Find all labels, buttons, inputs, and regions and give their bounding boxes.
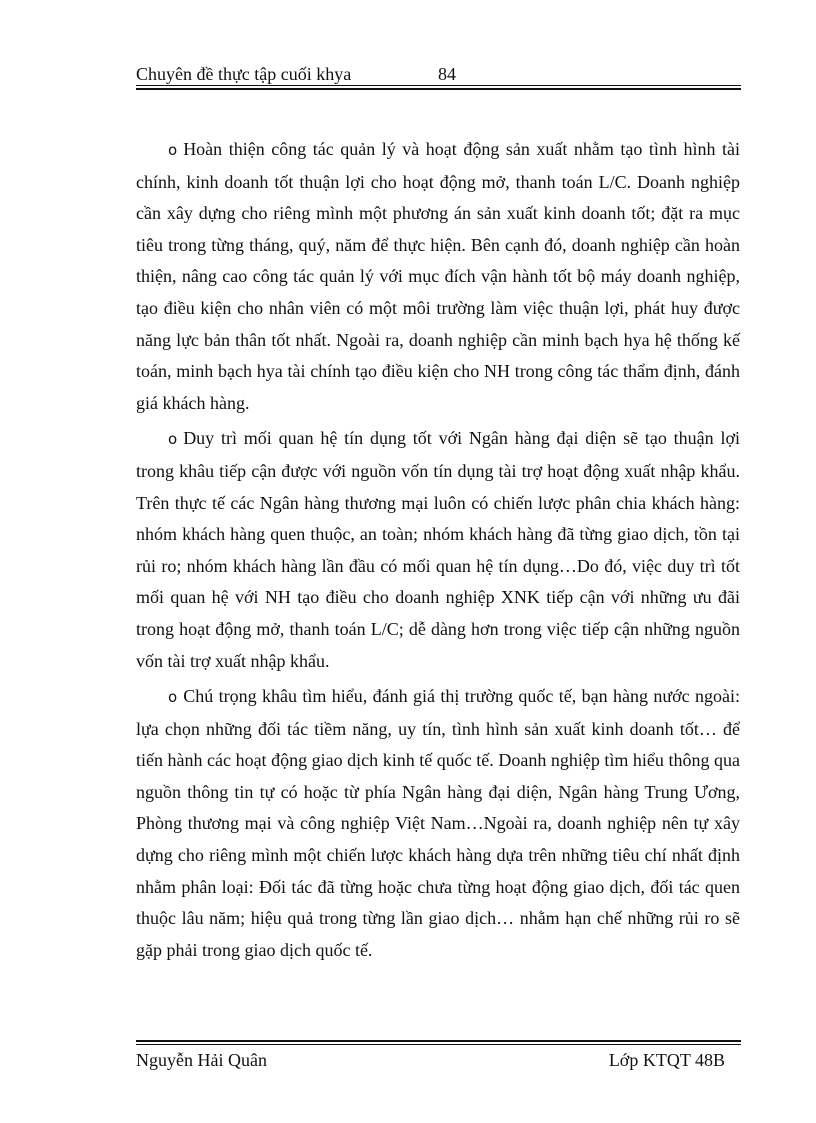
bullet-circle-icon: o (168, 141, 178, 159)
paragraph-3-text: Chú trọng khâu tìm hiểu, đánh giá thị trường quốc tế, bạn hàng nước ngoài: lựa chọn những đối tác tiềm năng, uy tín, tình hình sản xuất kinh doanh tốt… để tiến hành các hoạt động giao dịch kinh tế quốc tế. Doanh nghiệp tìm hiểu thông qua nguồn thông tin tự có hoặc từ phía Ngân hàng đại diện, Ngân hàng Trung Ương, Phòng thương mại và công nghiệp Việt Nam…Ngoài ra, doanh nghiệp nên tự xây dựng cho riêng mình một chiến lược khách hàng dựa trên những tiêu chí nhất định nhằm phân loại: Đối tác đã từng hoặc chưa từng hoạt động giao dịch, đối tác quen thuộc lâu năm; hiệu quả trong từng lần giao dịch… nhằm hạn chế những rủi ro sẽ gặp phải trong giao dịch quốc tế. (136, 686, 740, 960)
bullet-circle-icon: o (168, 430, 178, 449)
header-title: Chuyên đề thực tập cuối khya (136, 64, 352, 84)
paragraph-2-text: Duy trì mối quan hệ tín dụng tốt với Ngân hàng đại diện sẽ tạo thuận lợi trong khâu tiếp cận được với nguồn vốn tín dụng tài trợ hoạt động xuất nhập khẩu. Trên thực tế các Ngân hàng thương mại luôn có chiến lược phân chia khách hàng: nhóm khách hàng quen thuộc, an toàn; nhóm khách hàng đã từng giao dịch, tồn tại rủi ro; nhóm khách hàng lần đầu có mối quan hệ tín dụng…Do đó, việc duy trì tốt mối quan hệ với NH tạo điều cho doanh nghiệp XNK tiếp cận với những ưu đãi trong hoạt động mở, thanh toán L/C; dễ dàng hơn trong việc tiếp cận những nguồn vốn tài trợ xuất nhập khẩu. (136, 428, 740, 671)
page-footer (136, 1040, 741, 1080)
paragraph-1 (136, 134, 740, 419)
paragraph-3 (136, 681, 740, 966)
header-rule-thick (136, 88, 741, 90)
footer-class: Lớp KTQT 48B (608, 1050, 725, 1070)
footer-author: Nguyễn Hải Quân (136, 1050, 267, 1070)
header-rule-thin (136, 85, 741, 86)
page-number: 84 (438, 64, 456, 84)
footer-rule-thick (136, 1040, 741, 1042)
document-body (136, 134, 740, 970)
paragraph-2 (136, 423, 740, 677)
paragraph-1-text: Hoàn thiện công tác quản lý và hoạt động sản xuất nhằm tạo tình hình tài chính, kinh doanh tốt thuận lợi cho hoạt động mở, thanh toán L/C. Doanh nghiệp cần xây dựng cho riêng mình một phương án sản xuất kinh doanh tốt; đặt ra mục tiêu trong từng tháng, quý, năm để thực hiện. Bên cạnh đó, doanh nghiệp cần hoàn thiện, nâng cao công tác quản lý với mục đích vận hành tốt bộ máy doanh nghiệp, tạo điều kiện cho nhân viên có một môi trường làm việc thuận lợi, phát huy được năng lực bản thân tốt nhất. Ngoài ra, doanh nghiệp cần minh bạch hya hệ thống kế toán, minh bạch hya tài chính tạo điều kiện cho NH trong công tác thẩm định, đánh giá khách hàng. (136, 139, 740, 413)
footer-rule-thin (136, 1044, 741, 1045)
bullet-circle-icon: o (168, 688, 178, 707)
page-header (136, 60, 741, 90)
